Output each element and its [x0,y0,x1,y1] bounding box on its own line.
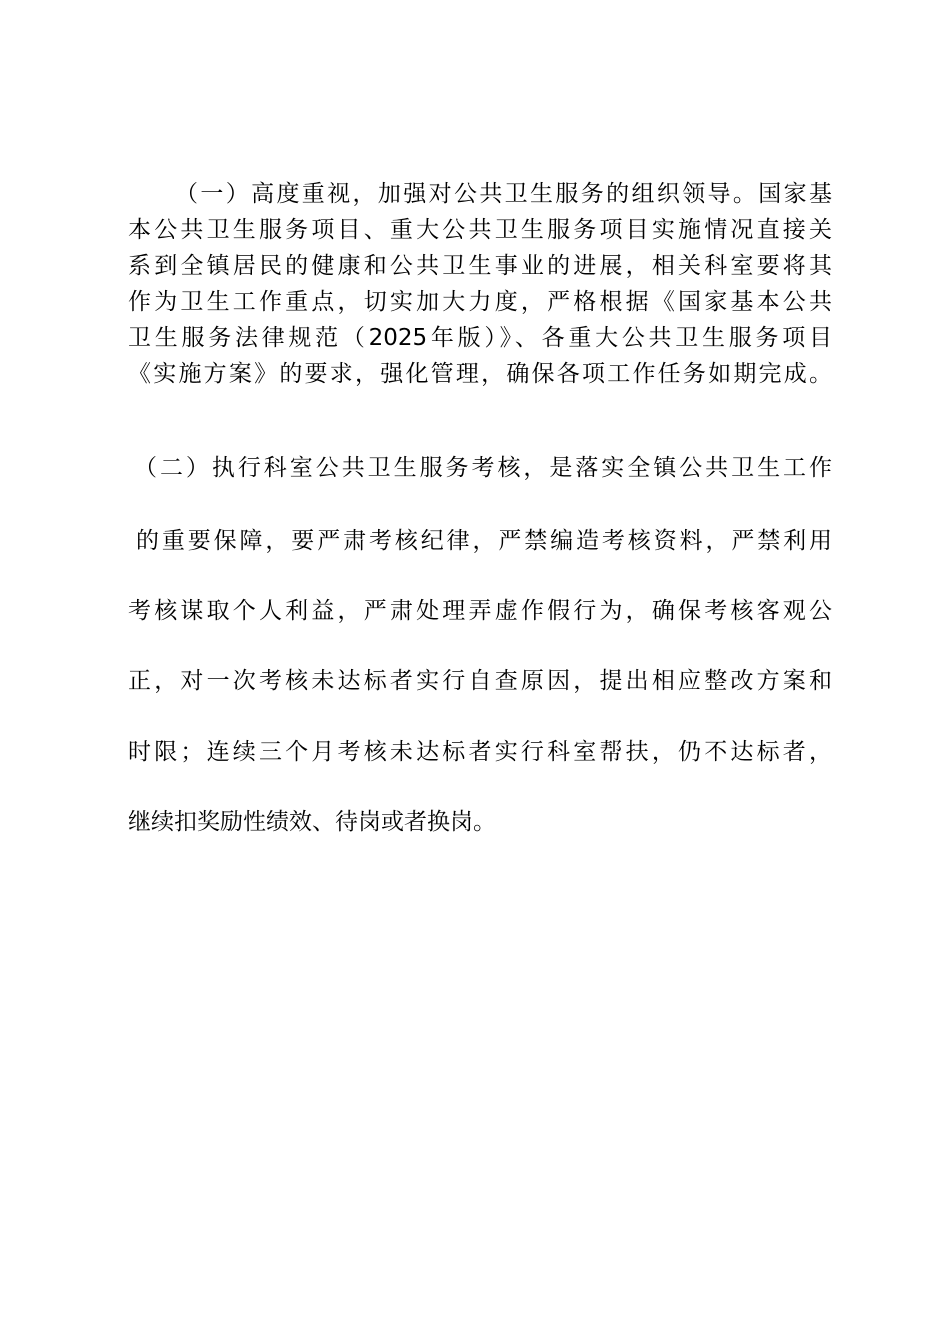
paragraph-line: 本公共卫生服务项目、重大公共卫生服务项目实施情况直接关 [128,217,832,243]
paragraph-line: （二）执行科室公共卫生服务考核，是落实全镇公共卫生工作 [134,455,832,481]
paragraph-line: 作为卫生工作重点，切实加大力度，严格根据《国家基本公共 [128,289,832,315]
paragraph-line: 正，对一次考核未达标者实行自查原因，提出相应整改方案和 [128,668,832,694]
paragraph-line: 的重要保障，要严肃考核纪律，严禁编造考核资料，严禁利用 [136,528,832,554]
paragraph-line: 考核谋取个人利益，严肃处理弄虚作假行为，确保考核客观公 [128,598,832,624]
paragraph-line: （一）高度重视，加强对公共卫生服务的组织领导。国家基 [175,181,832,207]
paragraph-line: 卫生服务法律规范（2025年版）》、各重大公共卫生服务项目 [128,325,832,351]
paragraph-line: 时限；连续三个月考核未达标者实行科室帮扶，仍不达标者， [128,739,832,765]
paragraph-line: 《实施方案》的要求，强化管理，确保各项工作任务如期完成。 [128,361,832,387]
paragraph-line: 系到全镇居民的健康和公共卫生事业的进展，相关科室要将其 [128,253,832,279]
paragraph-line: 继续扣奖励性绩效、待岗或者换岗。 [128,809,496,835]
